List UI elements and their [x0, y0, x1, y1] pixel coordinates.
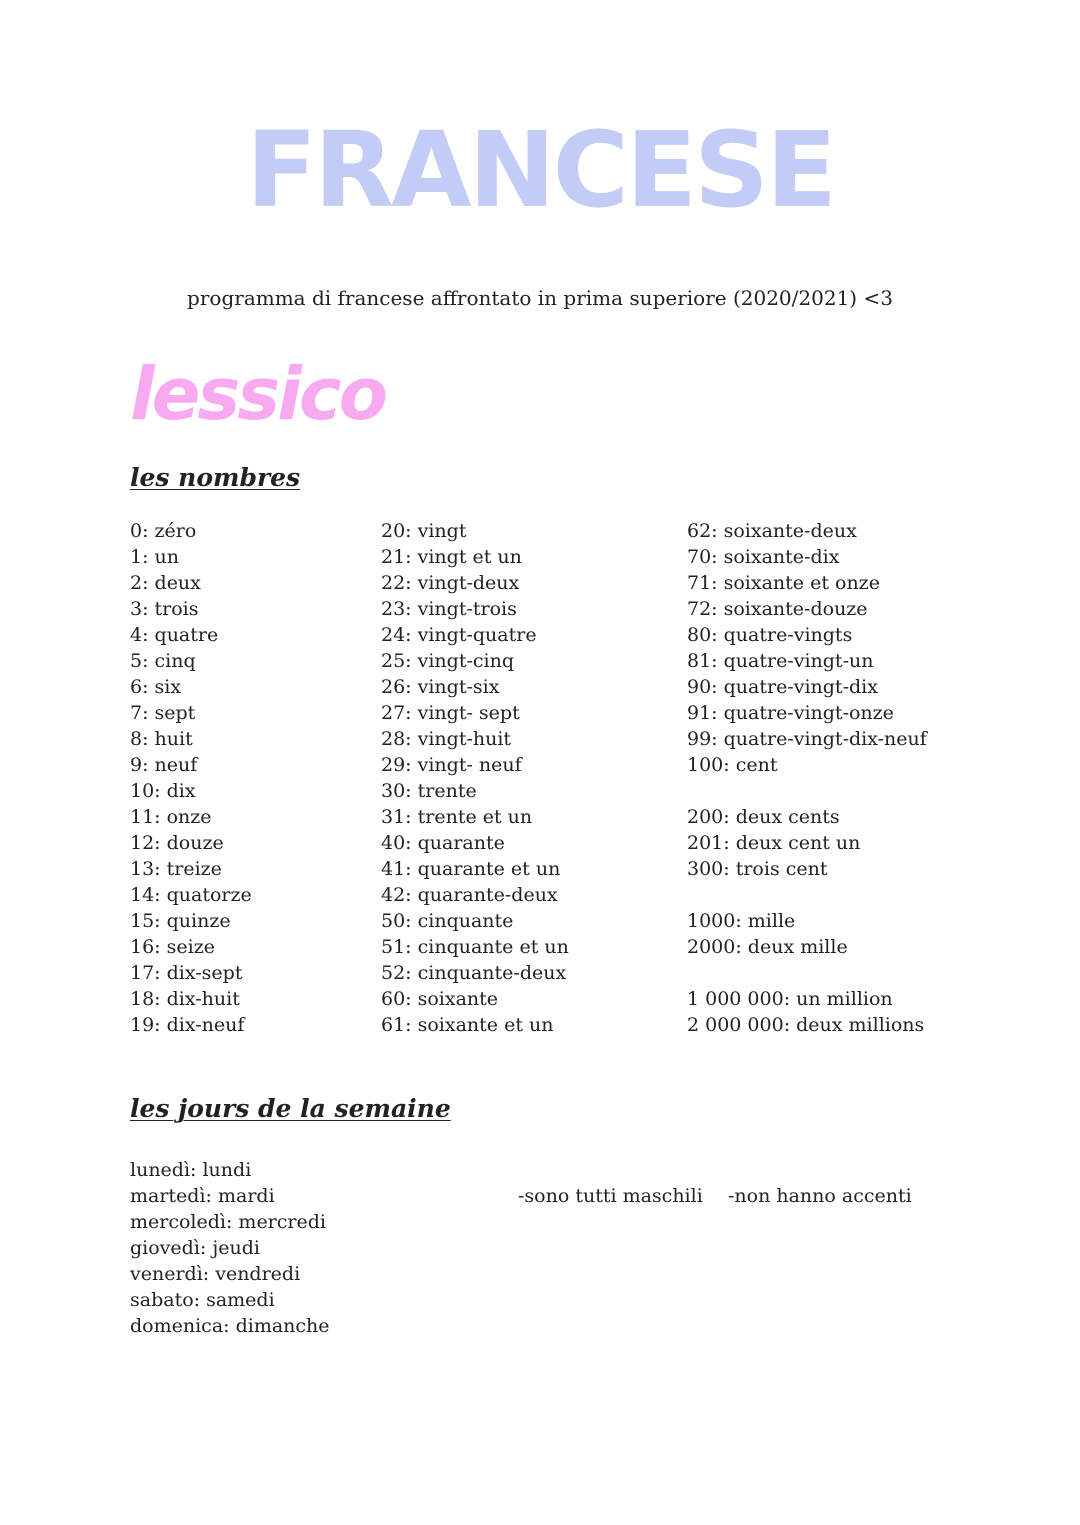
number-item: 91: quatre-vingt-onze	[687, 702, 894, 724]
number-item: 2: deux	[130, 572, 201, 594]
number-item: 2 000 000: deux millions	[687, 1014, 925, 1036]
number-item: 28: vingt-huit	[381, 728, 512, 750]
number-item: 72: soixante-douze	[687, 598, 868, 620]
number-item: 17: dix-sept	[130, 962, 243, 984]
number-item: 99: quatre-vingt-dix-neuf	[687, 728, 927, 750]
number-item: 30: trente	[381, 780, 477, 802]
number-item: 62: soixante-deux	[687, 520, 857, 542]
number-item: 16: seize	[130, 936, 215, 958]
number-item: 41: quarante et un	[381, 858, 561, 880]
document-subtitle: programma di francese affrontato in prima superiore (2020/2021) <3	[187, 286, 893, 310]
number-item: 22: vingt-deux	[381, 572, 520, 594]
number-item: 15: quinze	[130, 910, 231, 932]
number-item: 1000: mille	[687, 910, 796, 932]
number-item: 52: cinquante-deux	[381, 962, 567, 984]
number-item: 26: vingt-six	[381, 676, 500, 698]
document-title: FRANCESE	[246, 109, 834, 231]
number-item: 31: trente et un	[381, 806, 533, 828]
number-item: 80: quatre-vingts	[687, 624, 853, 646]
note-gender: -sono tutti maschili	[518, 1185, 703, 1207]
number-item: 9: neuf	[130, 754, 198, 776]
number-item: 29: vingt- neuf	[381, 754, 522, 776]
number-item: 24: vingt-quatre	[381, 624, 537, 646]
number-item: 23: vingt-trois	[381, 598, 517, 620]
number-item: 71: soixante et onze	[687, 572, 880, 594]
number-item: 5: cinq	[130, 650, 196, 672]
day-item: mercoledì: mercredi	[130, 1211, 326, 1233]
number-item: 100: cent	[687, 754, 778, 776]
number-item: 0: zéro	[130, 520, 197, 542]
note-accents: -non hanno accenti	[728, 1185, 912, 1207]
list-spacer	[687, 778, 927, 804]
day-item: martedì: mardi	[130, 1185, 275, 1207]
number-item: 14: quatorze	[130, 884, 252, 906]
list-spacer	[687, 882, 927, 908]
day-item: venerdì: vendredi	[130, 1263, 301, 1285]
number-item: 51: cinquante et un	[381, 936, 569, 958]
day-item: giovedì: jeudi	[130, 1237, 260, 1259]
number-item: 1 000 000: un million	[687, 988, 893, 1010]
number-item: 70: soixante-dix	[687, 546, 840, 568]
number-item: 40: quarante	[381, 832, 505, 854]
number-item: 2000: deux mille	[687, 936, 848, 958]
number-item: 300: trois cent	[687, 858, 828, 880]
number-item: 18: dix-huit	[130, 988, 240, 1010]
day-item: lunedì: lundi	[130, 1159, 252, 1181]
numbers-column-1	[130, 518, 252, 1038]
number-item: 8: huit	[130, 728, 193, 750]
list-spacer	[687, 960, 927, 986]
day-item: domenica: dimanche	[130, 1315, 330, 1337]
number-item: 81: quatre-vingt-un	[687, 650, 874, 672]
number-item: 90: quatre-vingt-dix	[687, 676, 878, 698]
number-item: 1: un	[130, 546, 180, 568]
number-item: 60: soixante	[381, 988, 499, 1010]
day-item: sabato: samedi	[130, 1289, 275, 1311]
number-item: 42: quarante-deux	[381, 884, 558, 906]
days-list	[130, 1157, 330, 1339]
number-item: 13: treize	[130, 858, 222, 880]
number-item: 61: soixante et un	[381, 1014, 554, 1036]
number-item: 25: vingt-cinq	[381, 650, 514, 672]
number-item: 50: cinquante	[381, 910, 514, 932]
number-item: 19: dix-neuf	[130, 1014, 245, 1036]
number-item: 20: vingt	[381, 520, 467, 542]
number-item: 3: trois	[130, 598, 199, 620]
number-item: 200: deux cents	[687, 806, 840, 828]
number-item: 4: quatre	[130, 624, 219, 646]
number-item: 12: douze	[130, 832, 224, 854]
number-item: 7: sept	[130, 702, 196, 724]
number-item: 27: vingt- sept	[381, 702, 520, 724]
numbers-column-2	[381, 518, 569, 1038]
number-item: 201: deux cent un	[687, 832, 861, 854]
number-item: 11: onze	[130, 806, 212, 828]
numbers-column-3	[687, 518, 927, 1038]
days-heading: les jours de la semaine	[130, 1094, 451, 1123]
numbers-heading: les nombres	[130, 463, 301, 492]
number-item: 21: vingt et un	[381, 546, 522, 568]
number-item: 10: dix	[130, 780, 196, 802]
number-item: 6: six	[130, 676, 182, 698]
section-title-lessico: lessico	[130, 352, 386, 436]
